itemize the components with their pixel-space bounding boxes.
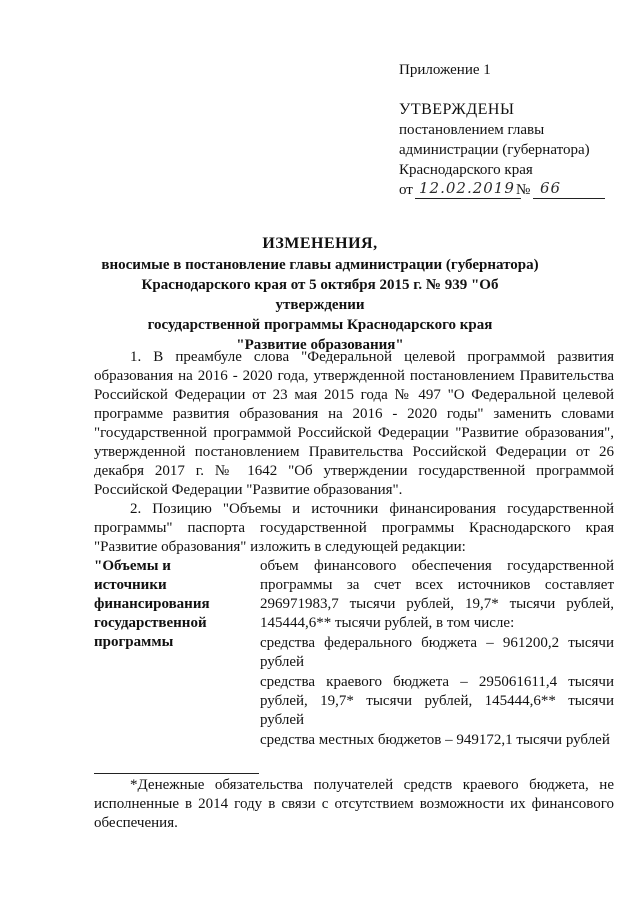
approval-block [399, 60, 614, 202]
approval-line: администрации (губернатора) [399, 142, 590, 158]
number-prefix: № [516, 182, 531, 198]
financing-label: "Объемы и источники финансирования государственной программы [94, 558, 210, 650]
footnote [94, 776, 614, 833]
title-line: Краснодарского края от 5 октября 2015 г. № 939 "Об утверждении [141, 277, 499, 313]
title-line: государственной программы Краснодарского края [147, 317, 493, 333]
approval-line: Краснодарского края [399, 162, 533, 178]
financing-regional: средства краевого бюджета – 295061611,4 тысячи рублей, 19,7* тысячи рублей, 145444,6** тысячи рублей [260, 674, 614, 728]
document-title [100, 234, 540, 355]
financing-federal: средства федерального бюджета – 961200,2 тысячи рублей [260, 635, 614, 670]
approved-heading: УТВЕРЖДЕНЫ [399, 101, 515, 118]
title-main: ИЗМЕНЕНИЯ, [262, 235, 378, 252]
financing-details [260, 557, 614, 751]
title-line: вносимые в постановление главы администрации (губернатора) [101, 257, 539, 273]
title-line: "Развитие образования" [236, 337, 404, 353]
annex-label: Приложение 1 [399, 62, 491, 78]
handwritten-date: 12.02.2019 [419, 179, 515, 197]
body-text [94, 348, 614, 557]
footnote-rule [94, 773, 259, 774]
date-prefix: от [399, 182, 413, 198]
date-number-line [399, 180, 614, 202]
financing-local: средства местных бюджетов – 949172,1 тысячи рублей [260, 732, 610, 748]
number-underline [533, 198, 605, 199]
paragraph-1: 1. В преамбуле слова "Федеральной целевой программой развития образования на 2016 - 2020 года, утвержденной постановлением Правительства Российской Федерации от 23 мая 2015 года № 497 "О Федеральной целевой программе развития образования на 2016 - 2020 годы" заменить словами "государственной программой Российской Федерации "Развитие образования", утвержденной постановлением Правительства Российской Федерации от 26 декабря 2017 г. № 1642 "Об утверждении государственной программой Российской Федерации "Развитие образования". [94, 349, 614, 498]
footnote-text: *Денежные обязательства получателей средств краевого бюджета, не исполненные в 2014 году в связи с отсутствием возможности их финансового обеспечения. [94, 777, 614, 831]
handwritten-number: 66 [540, 179, 562, 197]
paragraph-2: 2. Позицию "Объемы и источники финансирования государственной программы" паспорта государственной программы Краснодарского края "Развитие образования" изложить в следующей редакции: [94, 501, 614, 555]
financing-total: объем финансового обеспечения государственной программы за счет всех источников составляет 296971983,7 тысячи рублей, 19,7* тысячи рублей, 145444,6** тысячи рублей, в том числе: [260, 558, 614, 631]
date-underline [415, 198, 521, 199]
approval-line: постановлением главы [399, 122, 545, 138]
